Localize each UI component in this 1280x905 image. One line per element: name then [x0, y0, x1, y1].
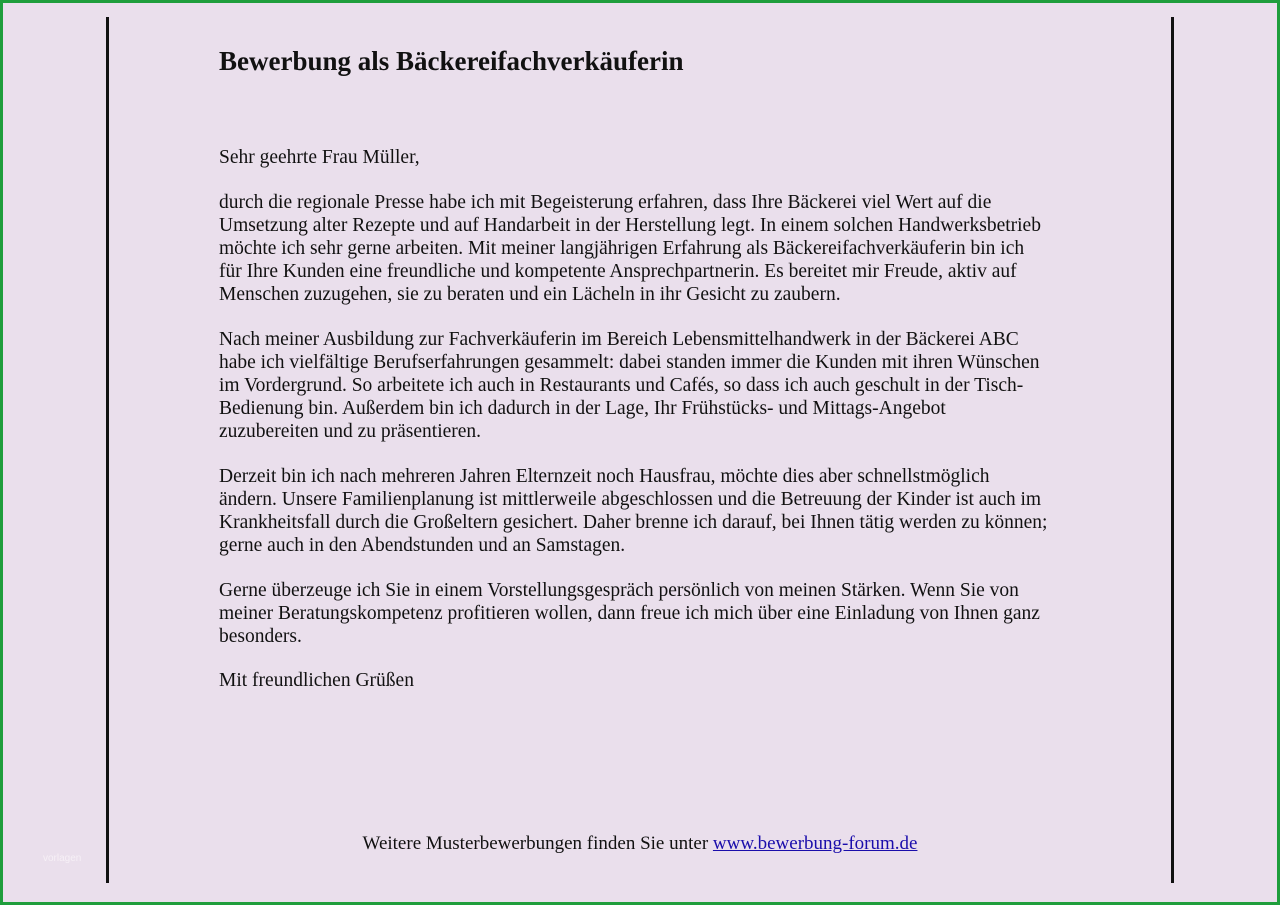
text-line: Menschen zuzugehen, sie zu beraten und ein Lächeln in ihr Gesicht zu zaubern. — [219, 284, 841, 305]
footer-note — [3, 832, 1277, 855]
letter-content — [219, 43, 1079, 691]
text-line: Bedienung bin. Außerdem bin ich dadurch in der Lage, Ihr Frühstücks- und Mittags-Angebot — [219, 398, 946, 419]
text-line: durch die regionale Presse habe ich mit Begeisterung erfahren, dass Ihre Bäckerei viel Wert auf die — [219, 192, 992, 213]
text-line: Derzeit bin ich nach mehreren Jahren Elternzeit noch Hausfrau, möchte dies aber schnellstmöglich — [219, 466, 990, 487]
paragraph-2 — [219, 328, 1079, 443]
paragraph-1 — [219, 191, 1079, 306]
letter-title: Bewerbung als Bäckereifachverkäuferin — [219, 46, 684, 76]
paragraph-4 — [219, 579, 1079, 648]
text-line: ändern. Unsere Familienplanung ist mittlerweile abgeschlossen und die Betreuung der Kinder ist auch im — [219, 489, 1042, 510]
footer-text: Weitere Musterbewerbungen finden Sie unter — [362, 833, 713, 854]
watermark: vorlagen — [43, 853, 82, 864]
text-line: möchte ich sehr gerne arbeiten. Mit meiner langjährigen Erfahrung als Bäckereifachverkäuferin bin ich — [219, 238, 1025, 259]
text-line: gerne auch in den Abendstunden und an Samstagen. — [219, 535, 626, 556]
text-line: besonders. — [219, 626, 302, 647]
right-border-line — [1171, 17, 1174, 883]
text-line: Umsetzung alter Rezepte und auf Handarbeit in der Herstellung legt. In einem solchen Handwerksbetrieb — [219, 215, 1041, 236]
text-line: Nach meiner Ausbildung zur Fachverkäuferin im Bereich Lebensmittelhandwerk in der Bäckerei ABC — [219, 329, 1019, 350]
text-line: meiner Beratungskompetenz profitieren wollen, dann freue ich mich über eine Einladung von Ihnen ganz — [219, 603, 1040, 624]
text-line: für Ihre Kunden eine freundliche und kompetente Ansprechpartnerin. Es bereitet mir Freude, aktiv auf — [219, 261, 1017, 282]
footer-link[interactable]: www.bewerbung-forum.de — [712, 833, 918, 854]
text-line: im Vordergrund. So arbeitete ich auch in Restaurants und Cafés, so dass ich auch geschult in der Tisch- — [219, 375, 1024, 396]
letter-greeting: Sehr geehrte Frau Müller, — [219, 147, 420, 168]
text-line: Krankheitsfall durch die Großeltern gesichert. Daher brenne ich darauf, bei Ihnen tätig werden zu können; — [219, 512, 1048, 533]
letter-closing: Mit freundlichen Grüßen — [219, 670, 414, 691]
text-line: Gerne überzeuge ich Sie in einem Vorstellungsgespräch persönlich von meinen Stärken. Wenn Sie von — [219, 580, 1019, 601]
text-line: habe ich vielfältige Berufserfahrungen gesammelt: dabei standen immer die Kunden mit ihren Wünschen — [219, 352, 1040, 373]
paragraph-3 — [219, 465, 1079, 557]
text-line: zuzubereiten und zu präsentieren. — [219, 421, 482, 442]
left-border-line — [106, 17, 109, 883]
letter-body — [219, 191, 1079, 670]
